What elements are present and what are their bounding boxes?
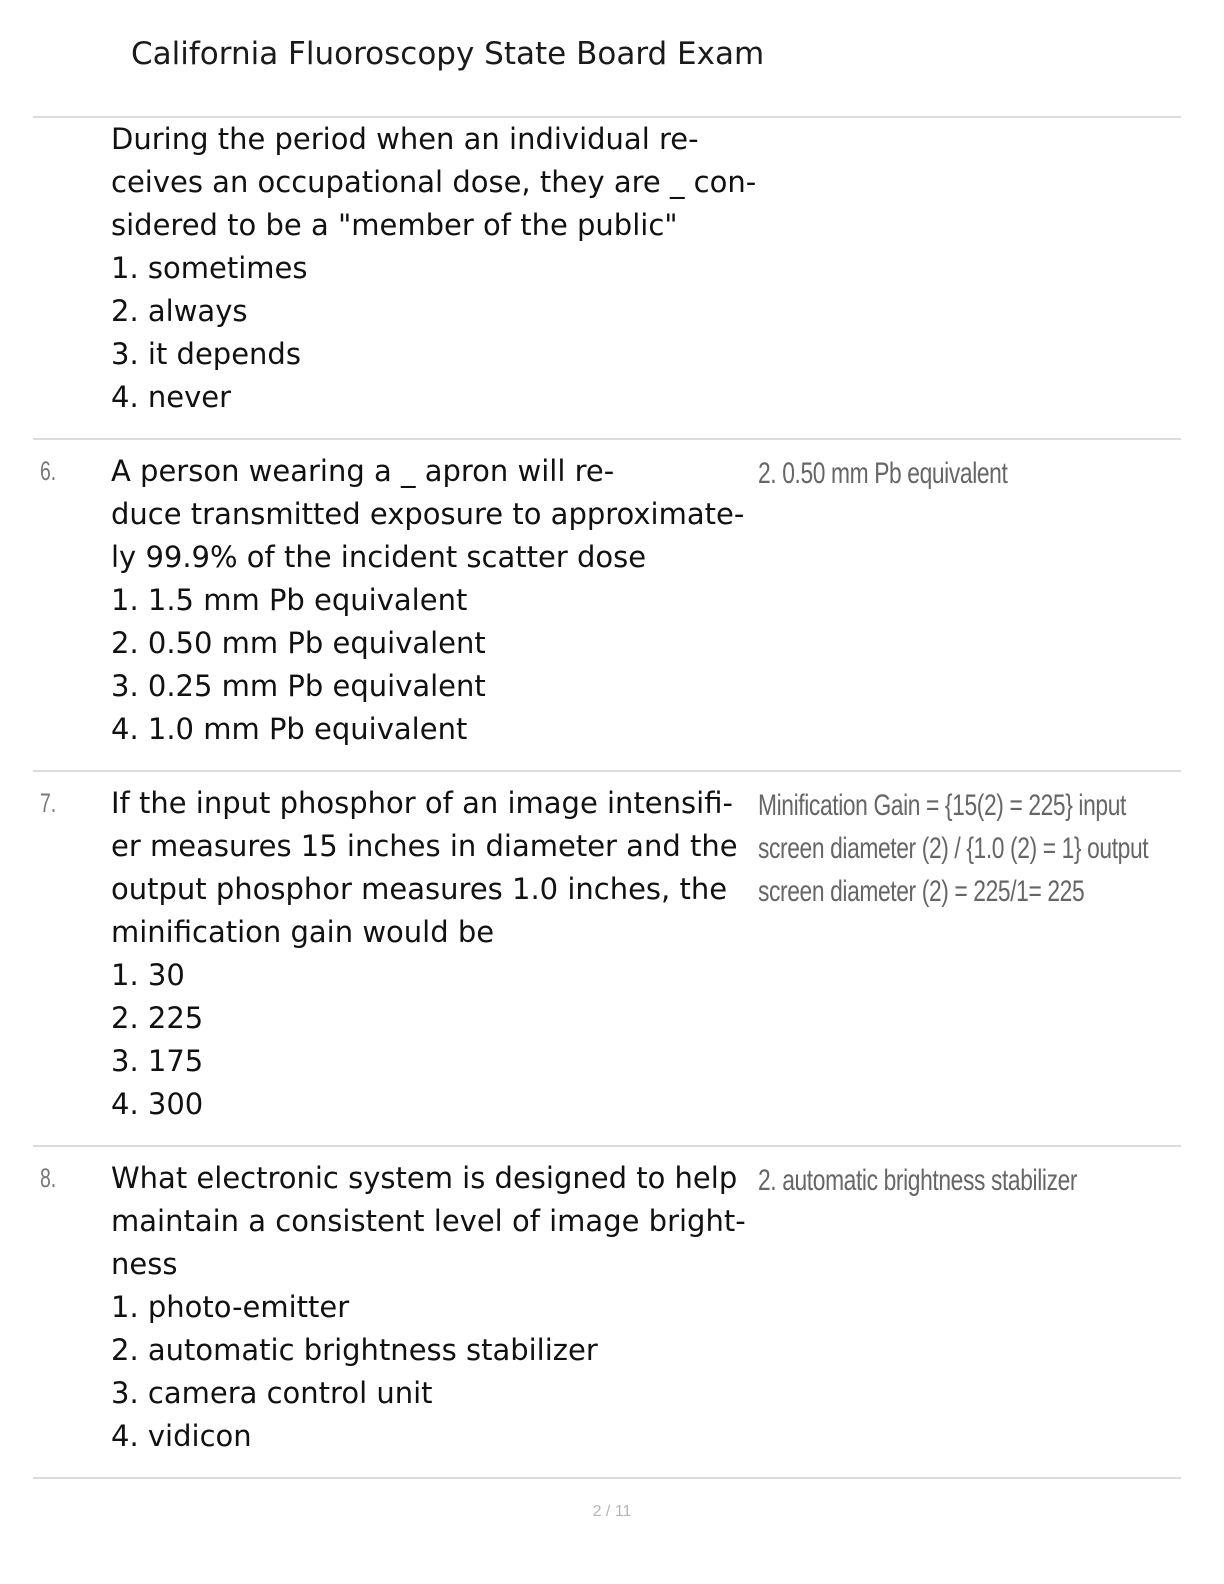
- question-prompt-line: output phosphor measures 1.0 inches, the: [111, 872, 728, 906]
- question-prompt-line: ly 99.9% of the incident scatter dose: [111, 540, 647, 574]
- divider: [33, 1477, 1181, 1479]
- question-number: 7.: [40, 788, 57, 818]
- answer-line: screen diameter (2) = 225/1= 225: [758, 875, 1085, 908]
- question-prompt-line: duce transmitted exposure to approximate-: [111, 497, 745, 531]
- question-prompt-line: If the input phosphor of an image intensifi-: [111, 786, 733, 820]
- question-number: 6.: [40, 456, 57, 486]
- question-prompt-line: sidered to be a "member of the public": [111, 208, 678, 242]
- answer-option: 2. automatic brightness stabilizer: [111, 1333, 598, 1367]
- answer-option: 2. 225: [111, 1001, 204, 1035]
- answer-line: 2. automatic brightness stabilizer: [758, 1164, 1078, 1197]
- answer-option: 2. 0.50 mm Pb equivalent: [111, 626, 486, 660]
- page-indicator: 2 / 11: [592, 1503, 632, 1520]
- question-text: [111, 782, 761, 1126]
- answer-option: 3. camera control unit: [111, 1376, 433, 1410]
- answer-option: 1. 30: [111, 958, 185, 992]
- question-prompt-line: ceives an occupational dose, they are _ con-: [111, 165, 757, 199]
- question-prompt-line: During the period when an individual re-: [111, 122, 699, 156]
- document-title: California Fluoroscopy State Board Exam: [131, 36, 765, 72]
- question-prompt-line: A person wearing a _ apron will re-: [111, 454, 615, 488]
- question-text: [111, 450, 761, 751]
- question-prompt-line: ness: [111, 1247, 178, 1281]
- divider: [33, 770, 1181, 772]
- answer-line: Minification Gain = {15(2) = 225} input: [758, 789, 1126, 822]
- answer-line: 2. 0.50 mm Pb equivalent: [758, 457, 1008, 490]
- answer-option: 3. 175: [111, 1044, 204, 1078]
- divider: [33, 438, 1181, 440]
- answer-option: 4. 1.0 mm Pb equivalent: [111, 712, 468, 746]
- answer-option: 4. vidicon: [111, 1419, 252, 1453]
- correct-answer: [758, 1159, 1178, 1202]
- answer-option: 3. it depends: [111, 337, 301, 371]
- answer-option: 4. never: [111, 380, 232, 414]
- answer-option: 1. sometimes: [111, 251, 308, 285]
- correct-answer: [758, 452, 1178, 495]
- answer-option: 1. photo-emitter: [111, 1290, 350, 1324]
- question-prompt-line: er measures 15 inches in diameter and the: [111, 829, 738, 863]
- answer-line: screen diameter (2) / {1.0 (2) = 1} output: [758, 832, 1149, 865]
- answer-option: 1. 1.5 mm Pb equivalent: [111, 583, 468, 617]
- divider: [33, 1145, 1181, 1147]
- answer-option: 3. 0.25 mm Pb equivalent: [111, 669, 486, 703]
- question-prompt-line: What electronic system is designed to help: [111, 1161, 738, 1195]
- question-text: [111, 118, 761, 419]
- question-prompt-line: minification gain would be: [111, 915, 495, 949]
- answer-option: 4. 300: [111, 1087, 204, 1121]
- question-text: [111, 1157, 761, 1458]
- question-number: 8.: [40, 1163, 57, 1193]
- question-prompt-line: maintain a consistent level of image bright-: [111, 1204, 746, 1238]
- answer-option: 2. always: [111, 294, 248, 328]
- correct-answer: [758, 784, 1178, 913]
